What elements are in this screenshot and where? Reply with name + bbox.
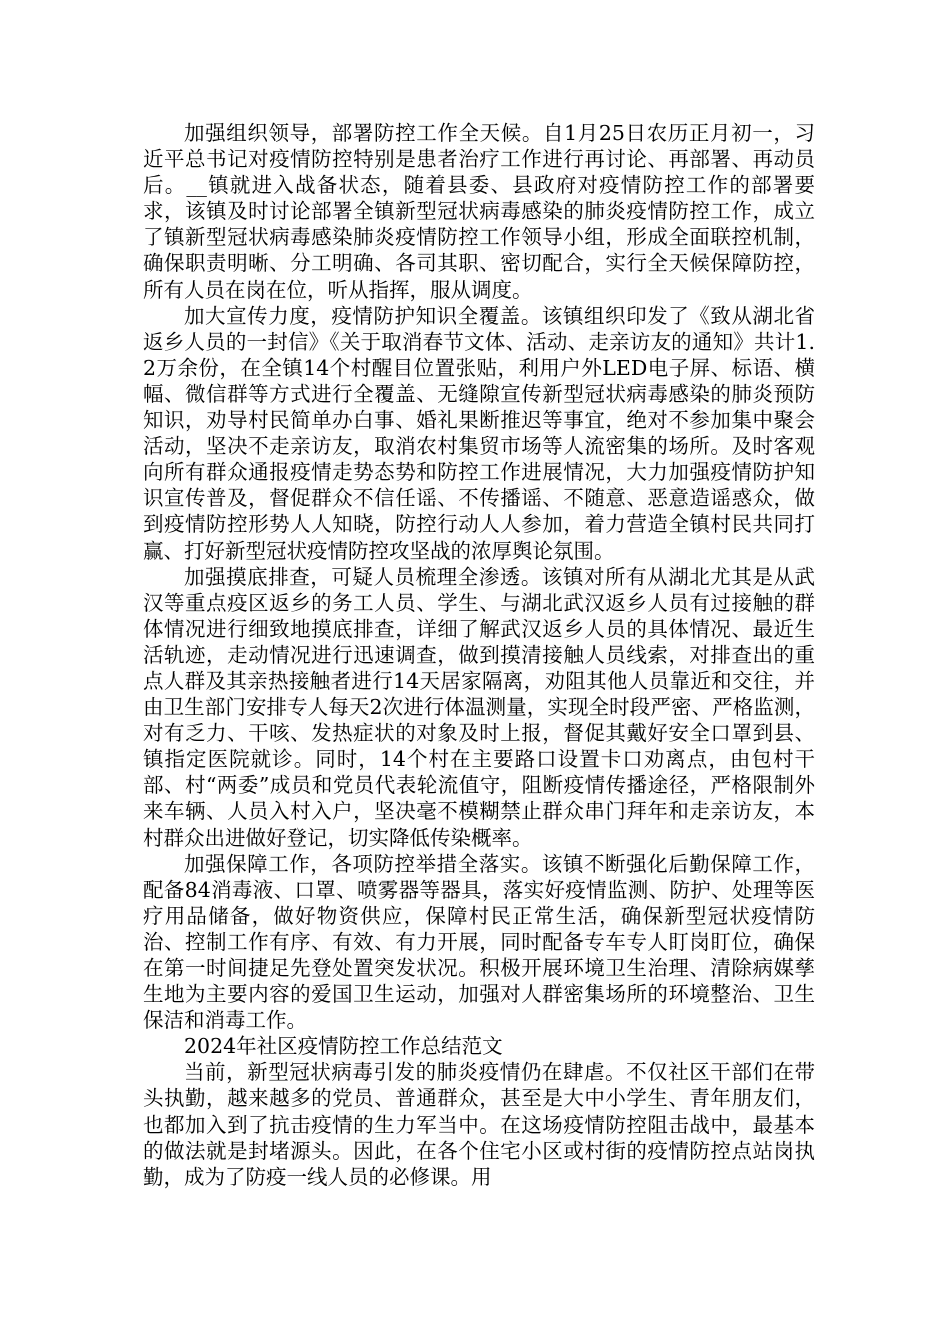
paragraph-screening: 加强摸底排查，可疑人员梳理全渗透。该镇对所有从湖北尤其是从武汉等重点疫区返乡的务工人员、学生、与湖北武汉返乡人员有过接触的群体情况进行细致地摸底排查，详细了解武汉返乡人员的具体情况、最近生活轨迹，走动情况进行迅速调查，做到摸清接触人员线索，对排查出的重点人群及其亲热接触者进行14天居家隔离，劝阻其他人员靠近和交往，并由卫生部门安排专人每天2次进行体温测量，实现全时段严密、严格监测，对有乏力、干咳、发热症状的对象及时上报，督促其戴好安全口罩到县、镇指定医院就诊。同时，14个村在主要路口设置卡口劝离点，由包村干部、村“两委”成员和党员代表轮流值守，阻断疫情传播途径，严格限制外来车辆、人员入村入户，坚决毫不模糊禁止群众串门拜年和走亲访友，本村群众出进做好登记，切实降低传染概率。 <box>143 564 815 850</box>
paragraph-logistics: 加强保障工作，各项防控举措全落实。该镇不断强化后勤保障工作，配备84消毒液、口罩、喷雾器等器具，落实好疫情监测、防护、处理等医疗用品储备，做好物资供应，保障村民正常生活，确保新型冠状疫情防治、控制工作有序、有效、有力开展，同时配备专车专人盯岗盯位，确保在第一时间捷足先登处置突发状况。积极开展环境卫生治理、清除病媒孳生地为主要内容的爱国卫生运动，加强对人群密集场所的环境整治、卫生保洁和消毒工作。 <box>143 851 815 1033</box>
document-body <box>143 120 815 1190</box>
paragraph-community-intro: 当前，新型冠状病毒引发的肺炎疫情仍在肆虐。不仅社区干部们在带头执勤，越来越多的党员、普通群众，甚至是大中小学生、青年朋友们，也都加入到了抗击疫情的生力军当中。在这场疫情防控阻击战中，最基本的做法就是封堵源头。因此，在各个住宅小区或村街的疫情防控点站岗执勤，成为了防疫一线人员的必修课。用 <box>143 1060 815 1189</box>
paragraph-organization-leadership: 加强组织领导，部署防控工作全天候。自1月25日农历正月初一，习近平总书记对疫情防控特别是患者治疗工作进行再讨论、再部署、再动员后。__镇就进入战备状态，随着县委、县政府对疫情防控工作的部署要求，该镇及时讨论部署全镇新型冠状病毒感染的肺炎疫情防控工作，成立了镇新型冠状病毒感染肺炎疫情防控工作领导小组，形成全面联控机制，确保职责明晰、分工明确、各司其职、密切配合，实行全天候保障防控，所有人员在岗在位，听从指挥，服从调度。 <box>143 121 815 302</box>
section-title: 2024年社区疫情防控工作总结范文 <box>184 1034 503 1059</box>
paragraph-publicity: 加大宣传力度，疫情防护知识全覆盖。该镇组织印发了《致从湖北省返乡人员的一封信》《关于取消春节文体、活动、走亲访友的通知》共计1.2万余份，在全镇14个村醒目位置张贴，利用户外LED电子屏、标语、横幅、微信群等方式进行全覆盖、无缝隙宣传新型冠状病毒感染的肺炎预防知识，劝导村民简单办白事、婚礼果断推迟等事宜，绝对不参加集中聚会活动，坚决不走亲访友，取消农村集贸市场等人流密集的场所。及时客观向所有群众通报疫情走势态势和防控工作进展情况，大力加强疫情防护知识宣传普及，督促群众不信任谣、不传播谣、不随意、恶意造谣惑众，做到疫情防控形势人人知晓，防控行动人人参加，着力营造全镇村民共同打赢、打好新型冠状疫情防控攻坚战的浓厚舆论氛围。 <box>143 303 815 563</box>
